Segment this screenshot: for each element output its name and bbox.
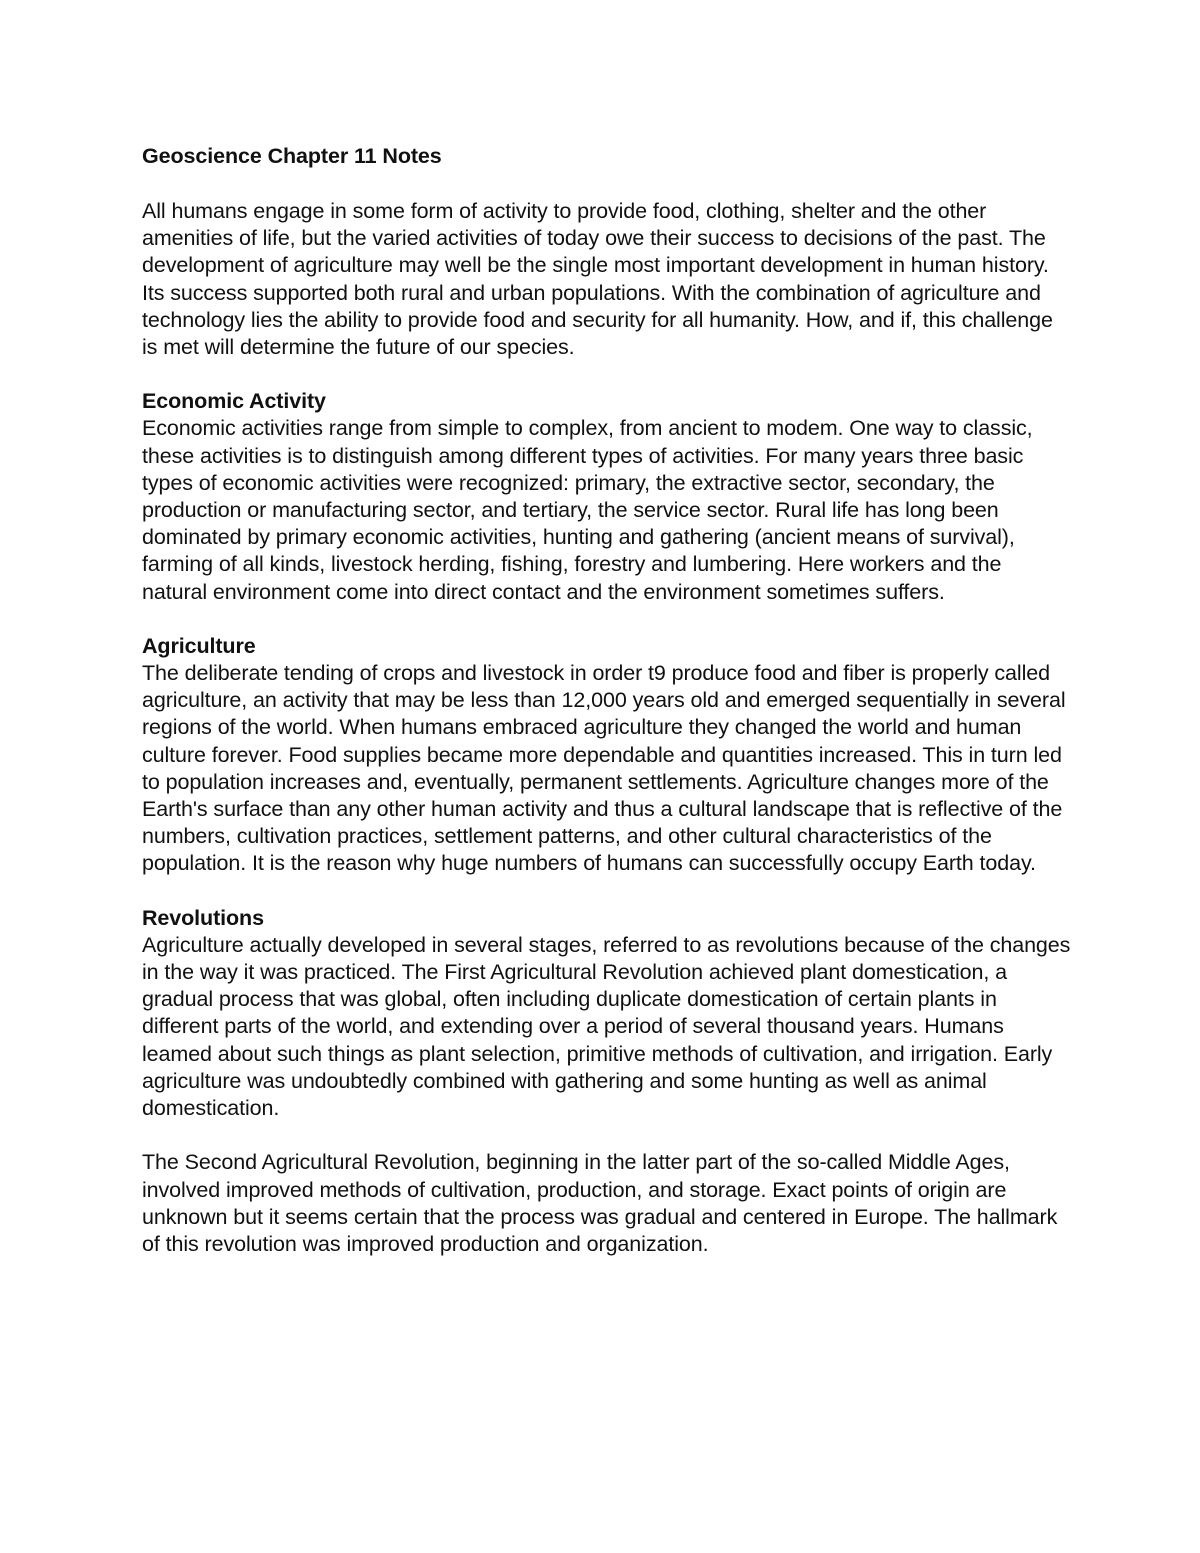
spacer xyxy=(142,1122,1072,1149)
section-heading-agriculture: Agriculture xyxy=(142,633,256,658)
document-body xyxy=(142,140,1072,1258)
section-heading-economic-activity: Economic Activity xyxy=(142,389,326,414)
spacer xyxy=(142,172,1072,198)
section-heading-revolutions: Revolutions xyxy=(142,905,264,930)
page-title: Geoscience Chapter 11 Notes xyxy=(142,144,442,168)
agriculture-paragraph: The deliberate tending of crops and livestock in order t9 produce food and fiber is properly called agriculture, an activity that may be less than 12,000 years old and emerged sequentially in several regions of the world. When humans embraced agriculture they changed the world and human culture forever. Food supplies became more dependable and quantities increased. This in turn led to population increases and, eventually, permanent settlements. Agriculture changes more of the Earth's surface than any other human activity and thus a cultural landscape that is reflective of the numbers, cultivation practices, settlement patterns, and other cultural characteristics of the population. It is the reason why huge numbers of humans can successfully occupy Earth today. xyxy=(142,661,1066,876)
revolutions-paragraph-1: Agriculture actually developed in several stages, referred to as revolutions because of the changes in the way it was practiced. The First Agricultural Revolution achieved plant domestication, a gradual process that was global, often including duplicate domestication of certain plants in different parts of the world, and extending over a period of several thousand years. Humans leamed about such things as plant selection, primitive methods of cultivation, and irrigation. Early agriculture was undoubtedly combined with gathering and some hunting as well as animal domestication. xyxy=(142,932,1071,1121)
intro-paragraph: All humans engage in some form of activity to provide food, clothing, shelter and the other amenities of life, but the varied activities of today owe their success to decisions of the past. The development of agriculture may well be the single most important development in human history. Its success supported both rural and urban populations. With the combination of agriculture and technology lies the ability to provide food and security for all humanity. How, and if, this challenge is met will determine the future of our species. xyxy=(142,199,1053,360)
spacer xyxy=(142,878,1072,905)
revolutions-paragraph-2: The Second Agricultural Revolution, beginning in the latter part of the so-called Middle Ages, involved improved methods of cultivation, production, and storage. Exact points of origin are unknown but it seems certain that the process was gradual and centered in Europe. The hallmark of this revolution was improved production and organization. xyxy=(142,1150,1058,1256)
spacer xyxy=(142,606,1072,633)
economic-activity-paragraph: Economic activities range from simple to complex, from ancient to modem. One way to classic, these activities is to distinguish among different types of activities. For many years three basic types of economic activities were recognized: primary, the extractive sector, secondary, the production or manufacturing sector, and tertiary, the service sector. Rural life has long been dominated by primary economic activities, hunting and gathering (ancient means of survival), farming of all kinds, livestock herding, fishing, forestry and lumbering. Here workers and the natural environment come into direct contact and the environment sometimes suffers. xyxy=(142,416,1033,604)
spacer xyxy=(142,361,1072,388)
